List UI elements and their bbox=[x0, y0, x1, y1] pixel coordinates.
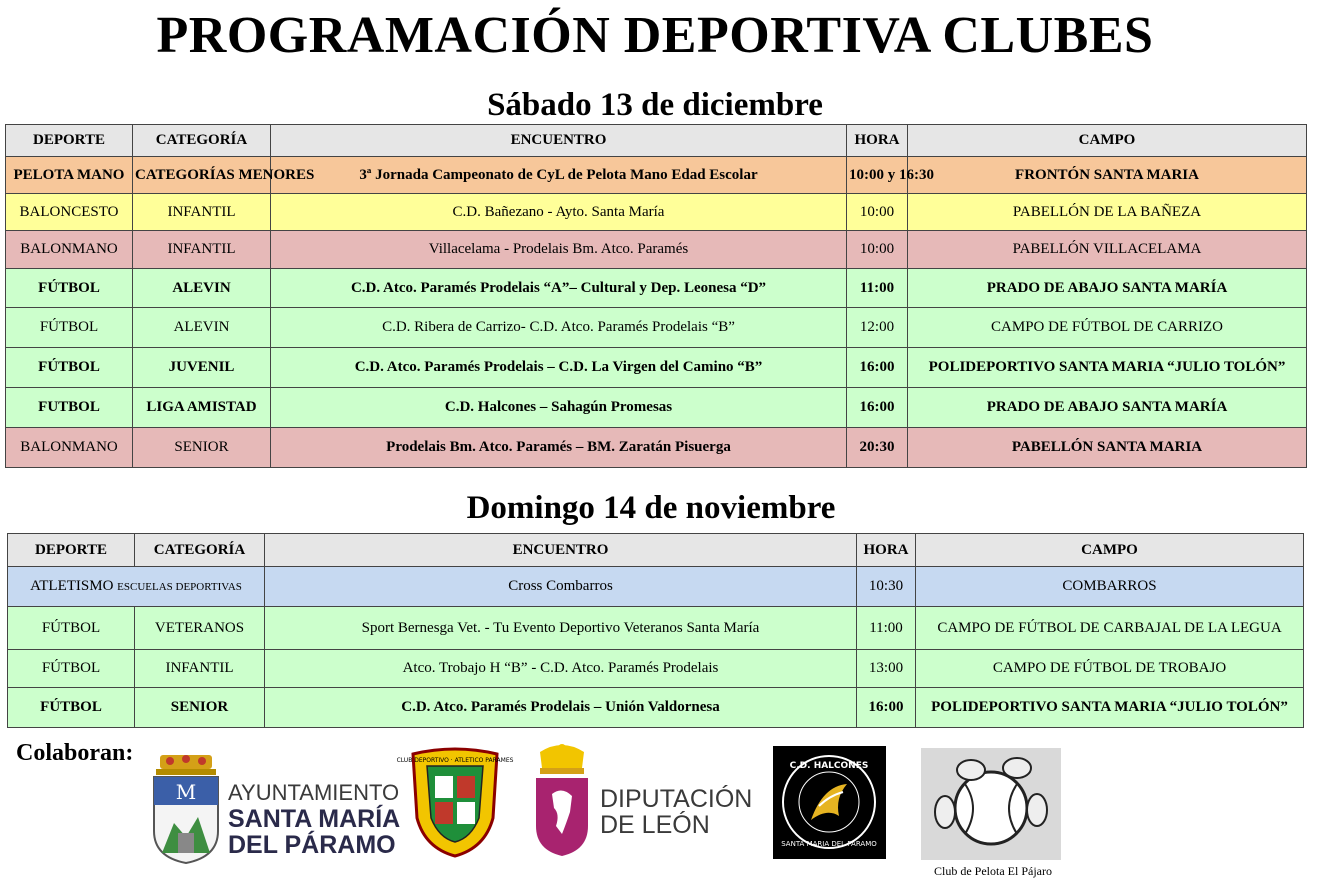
cell-campo: FRONTÓN SANTA MARIA bbox=[908, 157, 1307, 194]
ayuntamiento-line2: SANTA MARÍA bbox=[228, 805, 401, 833]
cell-campo: PABELLÓN DE LA BAÑEZA bbox=[908, 194, 1307, 231]
cell-hora: 12:00 bbox=[847, 308, 908, 348]
header-encuentro: ENCUENTRO bbox=[265, 534, 857, 567]
cell-hora: 10:30 bbox=[857, 567, 916, 607]
cell-encuentro: Prodelais Bm. Atco. Paramés – BM. Zaratán Pisuerga bbox=[271, 428, 847, 468]
cell-hora: 11:00 bbox=[857, 607, 916, 650]
table-header-row bbox=[6, 125, 1307, 157]
cell-campo: CAMPO DE FÚTBOL DE TROBAJO bbox=[916, 650, 1304, 688]
sunday-schedule-table bbox=[7, 533, 1304, 728]
cell-categoria: INFANTIL bbox=[133, 231, 271, 269]
cell-campo: CAMPO DE FÚTBOL DE CARBAJAL DE LA LEGUA bbox=[916, 607, 1304, 650]
saturday-heading: Sábado 13 de diciembre bbox=[487, 87, 823, 123]
cell-campo: PABELLÓN VILLACELAMA bbox=[908, 231, 1307, 269]
cell-deporte-categoria bbox=[8, 567, 265, 607]
cell-encuentro: C.D. Atco. Paramés Prodelais – Unión Valdornesa bbox=[265, 688, 857, 728]
cell-categoria: INFANTIL bbox=[135, 650, 265, 688]
header-categoria: CATEGORÍA bbox=[135, 534, 265, 567]
cell-encuentro: Villacelama - Prodelais Bm. Atco. Paramés bbox=[271, 231, 847, 269]
cell-hora: 16:00 bbox=[847, 388, 908, 428]
table-row bbox=[6, 308, 1307, 348]
cell-categoria: LIGA AMISTAD bbox=[133, 388, 271, 428]
cd-halcones-logo bbox=[773, 746, 886, 859]
cell-deporte: FÚTBOL bbox=[6, 308, 133, 348]
cell-categoria: VETERANOS bbox=[135, 607, 265, 650]
cell-categoria: ALEVIN bbox=[133, 269, 271, 308]
table-row bbox=[6, 157, 1307, 194]
cell-campo: POLIDEPORTIVO SANTA MARIA “JULIO TOLÓN” bbox=[916, 688, 1304, 728]
ayuntamiento-line3: DEL PÁRAMO bbox=[228, 831, 396, 859]
cell-hora: 10:00 bbox=[847, 194, 908, 231]
cell-hora: 10:00 y 16:30 bbox=[847, 157, 908, 194]
cell-categoria: ESCUELAS DEPORTIVAS bbox=[117, 581, 242, 593]
header-encuentro: ENCUENTRO bbox=[271, 125, 847, 157]
cell-encuentro: C.D. Atco. Paramés Prodelais “A”– Cultural y Dep. Leonesa “D” bbox=[271, 269, 847, 308]
cell-hora: 16:00 bbox=[847, 348, 908, 388]
cell-categoria: JUVENIL bbox=[133, 348, 271, 388]
diputacion-line2: DE LEÓN bbox=[600, 811, 710, 839]
table-row bbox=[6, 194, 1307, 231]
cell-hora: 16:00 bbox=[857, 688, 916, 728]
header-hora: HORA bbox=[847, 125, 908, 157]
cell-campo: PRADO DE ABAJO SANTA MARÍA bbox=[908, 269, 1307, 308]
cell-campo: PRADO DE ABAJO SANTA MARÍA bbox=[908, 388, 1307, 428]
table-row bbox=[6, 428, 1307, 468]
cell-deporte: FUTBOL bbox=[6, 388, 133, 428]
club-badge-text: CLUB DEPORTIVO · ATLETICO PARAMES bbox=[396, 757, 514, 764]
pelota-caption: Club de Pelota El Pájaro bbox=[934, 864, 1052, 878]
table-row bbox=[8, 567, 1304, 607]
cell-encuentro: C.D. Halcones – Sahagún Promesas bbox=[271, 388, 847, 428]
header-hora: HORA bbox=[857, 534, 916, 567]
svg-text:M: M bbox=[175, 780, 197, 804]
cell-categoria: INFANTIL bbox=[133, 194, 271, 231]
ayuntamiento-shield-logo bbox=[148, 753, 224, 865]
cell-hora: 10:00 bbox=[847, 231, 908, 269]
cell-deporte: ATLETISMO bbox=[30, 578, 114, 594]
cell-deporte: BALONMANO bbox=[6, 231, 133, 269]
table-row bbox=[8, 688, 1304, 728]
saturday-schedule-table bbox=[5, 124, 1307, 468]
halcones-bottom-text: SANTA MARIA DEL PARAMO bbox=[781, 840, 877, 848]
header-deporte: DEPORTE bbox=[8, 534, 135, 567]
table-row bbox=[6, 348, 1307, 388]
cell-encuentro: Atco. Trobajo H “B” - C.D. Atco. Paramés Prodelais bbox=[265, 650, 857, 688]
cell-deporte: FÚTBOL bbox=[6, 269, 133, 308]
table-row bbox=[6, 269, 1307, 308]
sunday-heading: Domingo 14 de noviembre bbox=[466, 490, 836, 526]
cell-encuentro: Cross Combarros bbox=[265, 567, 857, 607]
cell-campo: PABELLÓN SANTA MARIA bbox=[908, 428, 1307, 468]
table-row bbox=[6, 388, 1307, 428]
table-row bbox=[6, 231, 1307, 269]
diputacion-leon-logo bbox=[532, 742, 592, 858]
halcones-top-text: C.D. HALCONES bbox=[789, 761, 869, 771]
cell-encuentro: Sport Bernesga Vet. - Tu Evento Deportivo Veteranos Santa María bbox=[265, 607, 857, 650]
cell-deporte: BALONMANO bbox=[6, 428, 133, 468]
diputacion-line1: DIPUTACIÓN bbox=[600, 785, 753, 813]
cell-deporte: BALONCESTO bbox=[6, 194, 133, 231]
cell-hora: 20:30 bbox=[847, 428, 908, 468]
club-pelota-el-pajaro-logo bbox=[921, 748, 1061, 860]
ayuntamiento-line1: AYUNTAMIENTO bbox=[228, 780, 400, 805]
cell-hora: 13:00 bbox=[857, 650, 916, 688]
table-header-row bbox=[8, 534, 1304, 567]
atletico-parames-badge-logo bbox=[396, 748, 514, 858]
cell-deporte: FÚTBOL bbox=[8, 688, 135, 728]
cell-encuentro: C.D. Ribera de Carrizo- C.D. Atco. Paramés Prodelais “B” bbox=[271, 308, 847, 348]
sponsors-label: Colaboran: bbox=[16, 740, 134, 766]
page-title: PROGRAMACIÓN DEPORTIVA CLUBES bbox=[156, 7, 1154, 64]
header-categoria: CATEGORÍA bbox=[133, 125, 271, 157]
cell-categoria: CATEGORÍAS MENORES bbox=[133, 157, 271, 194]
cell-campo: POLIDEPORTIVO SANTA MARIA “JULIO TOLÓN” bbox=[908, 348, 1307, 388]
header-deporte: DEPORTE bbox=[6, 125, 133, 157]
cell-deporte: PELOTA MANO bbox=[6, 157, 133, 194]
table-row bbox=[8, 650, 1304, 688]
cell-deporte: FÚTBOL bbox=[8, 607, 135, 650]
cell-categoria: SENIOR bbox=[133, 428, 271, 468]
header-campo: CAMPO bbox=[908, 125, 1307, 157]
cell-campo: COMBARROS bbox=[916, 567, 1304, 607]
cell-hora: 11:00 bbox=[847, 269, 908, 308]
cell-encuentro: C.D. Bañezano - Ayto. Santa María bbox=[271, 194, 847, 231]
cell-encuentro: 3ª Jornada Campeonato de CyL de Pelota Mano Edad Escolar bbox=[271, 157, 847, 194]
cell-campo: CAMPO DE FÚTBOL DE CARRIZO bbox=[908, 308, 1307, 348]
cell-deporte: FÚTBOL bbox=[6, 348, 133, 388]
cell-categoria: SENIOR bbox=[135, 688, 265, 728]
cell-deporte: FÚTBOL bbox=[8, 650, 135, 688]
cell-categoria: ALEVIN bbox=[133, 308, 271, 348]
table-row bbox=[8, 607, 1304, 650]
header-campo: CAMPO bbox=[916, 534, 1304, 567]
cell-encuentro: C.D. Atco. Paramés Prodelais – C.D. La Virgen del Camino “B” bbox=[271, 348, 847, 388]
